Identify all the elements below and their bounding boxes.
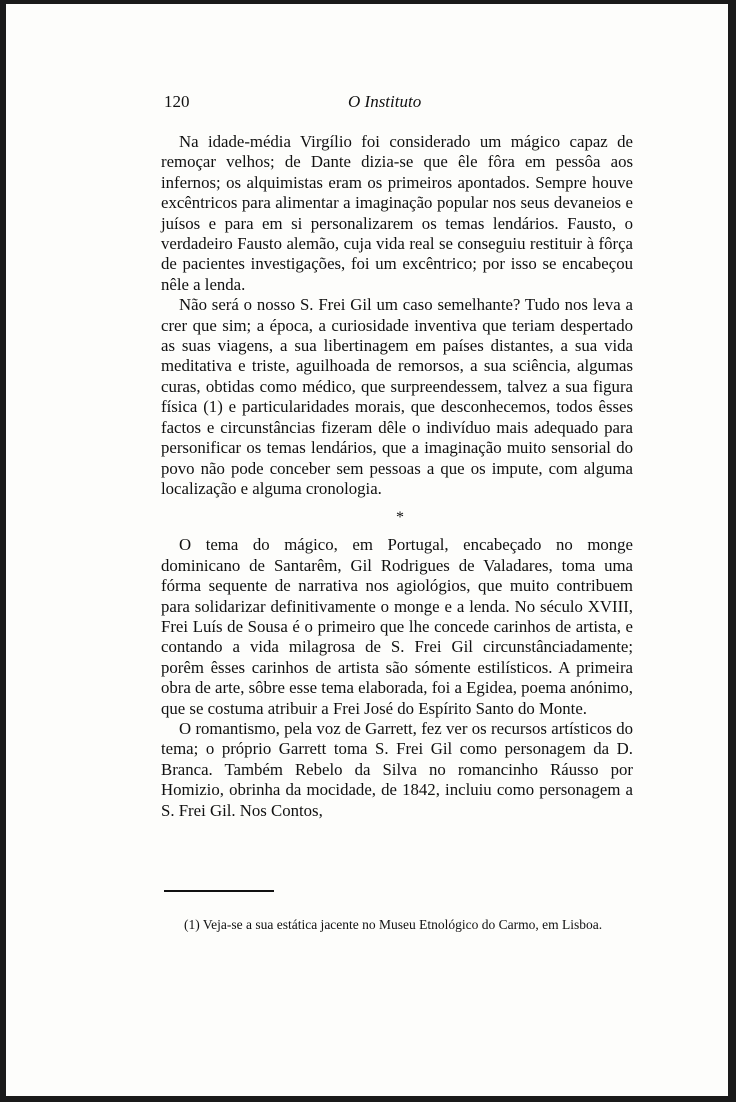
book-page	[6, 4, 728, 1096]
paragraph: Não será o nosso S. Frei Gil um caso semelhante? Tudo nos leva a crer que sim; a época, a curiosidade inventiva que teriam despertado as suas viagens, a sua libertinagem em países distantes, a sua vida meditativa e triste, aguilhoada de remorsos, a sua sciência, algumas curas, obtidas como médico, que surpreendessem, talvez a sua figura física (1) e particularidades morais, que desconhecemos, todos êsses factos e circunstâncias fizeram dêle o indivíduo mais adequado para personificar os temas lendários, que a imaginação muito sensorial do povo não pode conceber sem pessoas a que os impute, com alguma localização e alguma cronologia.	[161, 295, 633, 498]
body-text	[161, 132, 633, 821]
running-header	[164, 92, 604, 116]
footnote: (1) Veja-se a sua estática jacente no Museu Etnológico do Carmo, em Lisboa.	[184, 917, 603, 932]
paragraph: O tema do mágico, em Portugal, encabeçado no monge dominicano de Santarêm, Gil Rodrigues de Valadares, toma uma fórma sequente de narrativa nos agiológios, que muito contribuem para solidarizar definitivamente o monge e a lenda. No século XVIII, Frei Luís de Sousa é o primeiro que lhe concede carinhos de artista, e contando a vida milagrosa de S. Frei Gil circunstânciadamente; porêm êsses carinhos de artista são sómente estilísticos. A primeira obra de arte, sôbre esse tema elaborada, foi a Egidea, poema anónimo, que se costuma atribuir a Frei José do Espírito Santo do Monte.	[161, 535, 634, 718]
running-title: O Instituto	[348, 92, 422, 111]
paragraph: Na idade-média Virgílio foi considerado um mágico capaz de remoçar velhos; de Dante dizia-se que êle fôra em pessôa aos infernos; os alquimistas eram os primeiros apontados. Sempre houve excêntricos para alimentar a imaginação popular nos seus devaneios e juísos e para em si personalizarem os temas lendários. Fausto, o verdadeiro Fausto alemão, cuja vida real se conseguiu restituir à fôrça de pacientes investigações, foi um excêntrico; por isso se encabeçou nêle a lenda.	[161, 132, 633, 294]
paragraph: O romantismo, pela voz de Garrett, fez ver os recursos artísticos do tema; o próprio Garrett toma S. Frei Gil como personagem da D. Branca. Também Rebelo da Silva no romancinho Ráusso por Homizio, obrinha da mocidade, de 1842, incluiu como personagem a S. Frei Gil. Nos Contos,	[161, 718, 633, 820]
section-break-asterisk: *	[396, 509, 404, 527]
footnote-rule	[164, 890, 274, 892]
page-number: 120	[164, 92, 190, 111]
